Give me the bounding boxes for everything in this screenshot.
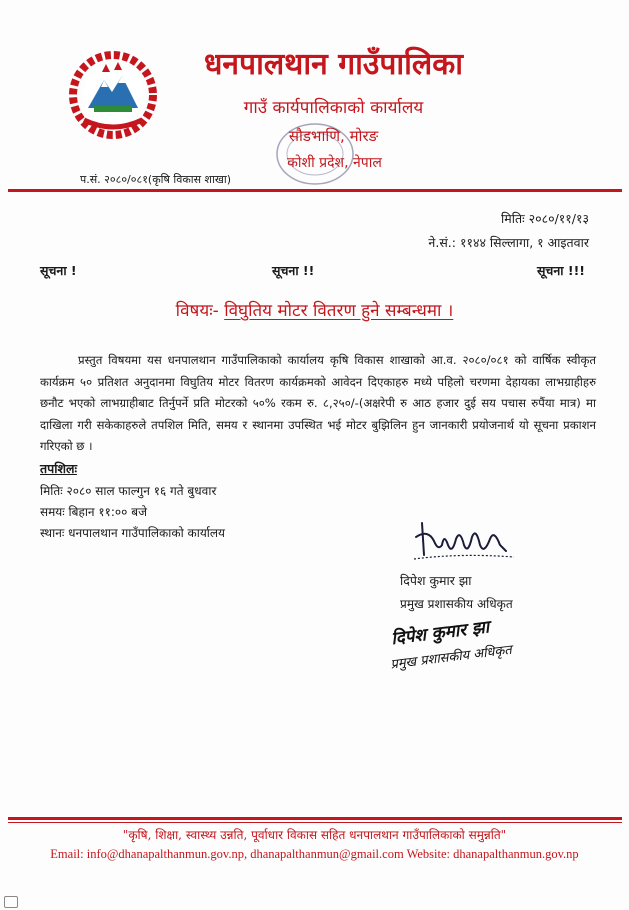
- signatory-name: दिपेश कुमार झा: [400, 573, 472, 588]
- detail-date: मितिः २०८० साल फाल्गुन १६ गते बुधवार: [40, 484, 217, 498]
- notice-label-3: सूचना !!!: [536, 263, 585, 278]
- office-name: गाउँ कार्यपालिकाको कार्यालय: [243, 98, 424, 118]
- scanner-watermark-icon: [4, 896, 18, 908]
- province-address: कोशी प्रदेश, नेपाल: [287, 155, 382, 171]
- office-location: सौडभाणि, मोरङ: [288, 127, 379, 145]
- detail-place: स्थानः धनपालथान गाउँपालिकाको कार्यालय: [40, 526, 226, 540]
- handwritten-signature: [410, 515, 520, 565]
- municipality-name: धनपालथान गाउँपालिका: [203, 47, 464, 82]
- letter-date: मितिः २०८०/११/१३: [501, 211, 589, 226]
- notice-label-2: सूचना !!: [272, 263, 315, 278]
- footer-motto: "कृषि, शिक्षा, स्वास्थ्य उन्नति, पूर्वाधार विकास सहित धनपालथान गाउँपालिकाको समुन्नति": [122, 828, 507, 842]
- footer-divider: [8, 817, 622, 820]
- header-divider: [8, 189, 622, 192]
- reference-number: प.सं. २०८०/०८१(कृषि विकास शाखा): [80, 173, 232, 186]
- office-round-stamp-icon: [270, 118, 360, 190]
- subject-text: विघुतिय मोटर वितरण हुने सम्बन्धमा ।: [224, 301, 454, 321]
- stamp-title: प्रमुख प्रशासकीय अधिकृत: [389, 642, 513, 673]
- signatory-stamp: [382, 607, 539, 689]
- footer-contact: Email: info@dhanapalthanmun.gov.np, dhanapalthanmun@gmail.com Website: dhanapalthanmun.gov.np: [50, 847, 579, 861]
- subject-line: [0, 298, 629, 321]
- stamp-name: दिपेश कुमार झा: [390, 617, 491, 650]
- notice-body: प्रस्तुत विषयमा यस धनपालथान गाउँपालिकाको कार्यालय कृषि विकास शाखाको आ.व. २०८०/०८१ को वार्षिक स्वीकृत कार्यक्रम ५० प्रतिशत अनुदानमा विघुतिय मोटर वितरण कार्यक्रमको आवेदन दिएकाहरु मध्ये पहिलो चरणमा देहायका लाभग्राहीहरु छनौट भएको लाभग्राहीबाट तिर्नुपर्ने प्रति मोटरको ५०% रकम रु. ८,२५०/-(अक्षरेपी रु आठ हजार दुई सय पचास रुपैंया मात्र) मा दाखिला गरी सकेकाहरुले तपशिल मिति, समय र स्थानमा उपस्थित भई मोटर बुझिलिन हुन जानकारी प्रयोजनार्थ यो सूचना प्रकाशन गरिएको छ ।: [40, 353, 596, 453]
- subject-prefix: विषयः-: [175, 301, 225, 321]
- footer-divider-thin: [8, 822, 622, 823]
- notice-label-1: सूचना !: [40, 263, 77, 278]
- detail-time: समयः बिहान ११:०० बजे: [40, 505, 147, 519]
- details-heading: तपशिलः: [40, 461, 77, 476]
- signatory-title: प्रमुख प्रशासकीय अधिकृत: [400, 597, 513, 611]
- registration-number: ने.सं.: ११४४ सिल्लागा, १ आइतवार: [428, 235, 589, 250]
